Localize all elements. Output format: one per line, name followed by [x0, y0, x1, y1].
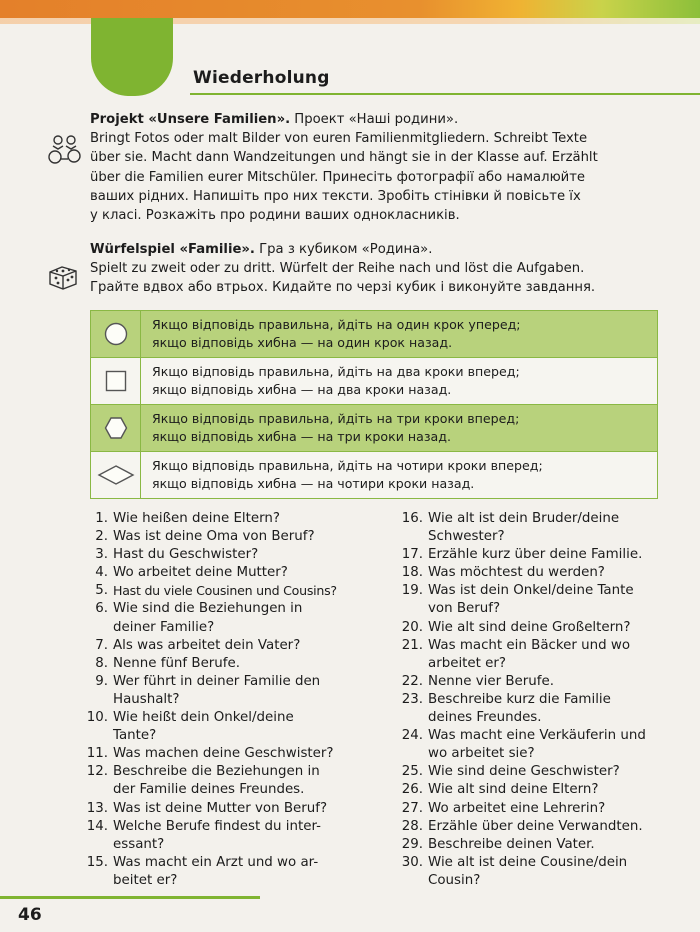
question-number: 4. [95, 565, 108, 581]
projekt-block [90, 110, 668, 225]
rule-line: Якщо відповідь правильна, йдіть на один крок уперед; [152, 317, 521, 332]
question-item [80, 818, 370, 854]
question-item [80, 582, 370, 600]
question-text: Wie alt sind deine Großeltern? [428, 619, 631, 635]
question-number: 27. [401, 800, 423, 816]
question-item [395, 564, 695, 582]
question-text: Was ist deine Mutter von Beruf? [113, 800, 328, 816]
question-text: Was ist dein Onkel/deine Tante [428, 583, 634, 599]
question-text: Cousin? [428, 872, 481, 888]
section-title: Wiederholung [193, 68, 330, 88]
question-text: Wie heißt dein Onkel/deine [113, 710, 294, 726]
rule-text [152, 457, 543, 493]
question-item [80, 709, 370, 745]
question-text: Was möchtest du werden? [428, 565, 605, 581]
question-number: 9. [95, 673, 108, 689]
question-item [395, 691, 695, 727]
question-number: 3. [95, 547, 108, 563]
question-number: 14. [86, 818, 108, 834]
rule-row-hexagon [91, 404, 657, 451]
question-number: 11. [86, 746, 108, 762]
square-icon [104, 369, 128, 393]
question-text: Beschreibe kurz die Familie [428, 691, 611, 707]
question-number: 8. [95, 655, 108, 671]
question-item [80, 546, 370, 564]
question-text: Nenne vier Berufe. [428, 673, 554, 689]
question-number: 18. [401, 565, 423, 581]
question-text: Erzähle über deine Verwandten. [428, 818, 643, 834]
question-text: Wie heißen deine Eltern? [113, 511, 280, 526]
projekt-heading [90, 110, 668, 129]
question-text: Nenne fünf Berufe. [113, 655, 241, 671]
question-item [395, 582, 695, 618]
page-number: 46 [18, 905, 42, 925]
spiel-block [90, 240, 668, 298]
group-work-icon [46, 132, 84, 172]
question-number: 16. [401, 511, 423, 526]
projekt-line: ваших рідних. Напишіть про них тексти. Зробіть стінівки й повісьте їх [90, 188, 581, 204]
question-number: 17. [401, 547, 423, 563]
dice-rules-table [90, 310, 658, 499]
question-text: Wer führt in deiner Familie den [113, 673, 321, 689]
circle-icon [103, 321, 129, 347]
question-item [395, 781, 695, 799]
hexagon-icon [103, 415, 129, 441]
question-item [395, 854, 695, 890]
question-item [80, 510, 370, 528]
question-text: Haushalt? [113, 691, 180, 707]
question-text: Hast du Geschwister? [113, 547, 259, 563]
question-text: Wo arbeitet deine Mutter? [113, 565, 288, 581]
question-item [395, 800, 695, 818]
question-text: Was macht ein Bäcker und wo [428, 637, 631, 653]
question-number: 25. [401, 764, 423, 780]
question-number: 19. [401, 583, 423, 599]
question-text: Wie sind deine Geschwister? [428, 764, 620, 780]
question-number: 30. [401, 854, 423, 870]
rule-row-circle [91, 311, 657, 357]
question-item [80, 745, 370, 763]
rule-line: Якщо відповідь правильна, йдіть на два кроки вперед; [152, 364, 520, 379]
question-text: Erzähle kurz über deine Familie. [428, 547, 643, 563]
question-item [395, 637, 695, 673]
projekt-heading-de: Projekt «Unsere Familien». [90, 112, 291, 127]
question-text: Als was arbeitet dein Vater? [113, 637, 301, 653]
question-item [80, 655, 370, 673]
question-text: von Beruf? [428, 601, 501, 617]
question-number: 23. [401, 691, 423, 707]
rule-shape-cell [91, 311, 141, 357]
question-text: Beschreibe die Beziehungen in [113, 764, 320, 780]
question-text: beitet er? [113, 872, 178, 888]
dice-icon [46, 262, 82, 296]
question-text: Schwester? [428, 529, 505, 545]
rule-line: якщо відповідь хибна — на чотири кроки назад. [152, 476, 475, 491]
question-item [395, 836, 695, 854]
question-item [80, 854, 370, 890]
question-item [395, 546, 695, 564]
question-item [80, 800, 370, 818]
question-number: 5. [95, 583, 108, 599]
question-text: essant? [113, 836, 165, 852]
question-item [80, 528, 370, 546]
question-text: deines Freundes. [428, 710, 542, 726]
question-number: 2. [95, 529, 108, 545]
question-text: Wie sind die Beziehungen in [113, 601, 303, 617]
question-text: Tante? [113, 728, 157, 744]
question-text: deiner Familie? [113, 619, 215, 635]
rule-shape-cell [91, 358, 141, 404]
title-underline [190, 93, 700, 95]
question-number: 29. [401, 836, 423, 852]
rule-text [152, 316, 521, 352]
question-text: Hast du viele Cousinen und Cousins? [113, 583, 337, 599]
question-number: 15. [86, 854, 108, 870]
question-text: Was ist deine Oma von Beruf? [113, 529, 315, 545]
question-text: Wie alt ist dein Bruder/deine [428, 511, 620, 526]
question-text: Was macht eine Verkäuferin und [428, 728, 646, 744]
question-text: Wo arbeitet eine Lehrerin? [428, 800, 606, 816]
question-number: 21. [401, 637, 423, 653]
projekt-line: über sie. Macht dann Wandzeitungen und hängt sie in der Klasse auf. Erzählt [90, 150, 598, 166]
question-item [395, 510, 695, 546]
question-number: 24. [401, 728, 423, 744]
spiel-line: Spielt zu zweit oder zu dritt. Würfelt der Reihe nach und löst die Aufgaben. [90, 261, 585, 277]
rule-line: Якщо відповідь правильна, йдіть на чотири кроки вперед; [152, 458, 543, 473]
questions-right-column [395, 510, 695, 890]
rule-row-square [91, 357, 657, 404]
rule-line: якщо відповідь хибна — на один крок назад. [152, 335, 453, 350]
rule-text [152, 410, 519, 446]
question-number: 28. [401, 818, 423, 834]
question-item [395, 763, 695, 781]
rule-text [152, 363, 520, 399]
question-item [80, 763, 370, 799]
question-text: Beschreibe deinen Vater. [428, 836, 595, 852]
question-text: wo arbeitet sie? [428, 746, 535, 762]
rule-line: Якщо відповідь правильна, йдіть на три кроки вперед; [152, 411, 520, 426]
question-number: 12. [86, 764, 108, 780]
question-number: 26. [401, 782, 423, 798]
rule-line: якщо відповідь хибна — на два кроки назад. [152, 382, 452, 397]
question-item [80, 600, 370, 636]
spiel-heading [90, 240, 668, 259]
question-number: 22. [401, 673, 423, 689]
projekt-line: у класі. Розкажіть про родини ваших однокласників. [90, 208, 460, 224]
projekt-line: über die Familien eurer Mitschüler. Принесіть фотографії або намалюйте [90, 169, 586, 185]
projekt-heading-uk: Проект «Наші родини». [290, 112, 459, 127]
question-number: 6. [95, 601, 108, 617]
question-number: 7. [95, 637, 108, 653]
question-text: Welche Berufe findest du inter- [113, 818, 321, 834]
question-text: Wie alt sind deine Eltern? [428, 782, 599, 798]
question-text: Was macht ein Arzt und wo ar- [113, 854, 319, 870]
rule-line: якщо відповідь хибна — на три кроки назад. [152, 429, 451, 444]
question-item [80, 637, 370, 655]
rule-shape-cell [91, 405, 141, 451]
projekt-line: Bringt Fotos oder malt Bilder von euren Familienmitgliedern. Schreibt Texte [90, 131, 588, 147]
question-item [395, 673, 695, 691]
question-number: 1. [95, 511, 108, 526]
spiel-heading-uk: Гра з кубиком «Родина». [254, 242, 433, 257]
section-tab [91, 18, 173, 96]
question-item [80, 673, 370, 709]
rule-row-rhombus [91, 451, 657, 498]
question-text: arbeitet er? [428, 655, 507, 671]
question-number: 20. [401, 619, 423, 635]
question-text: der Familie deines Freundes. [113, 782, 305, 798]
spiel-line: Грайте вдвох або втрьох. Кидайте по черзі кубик і виконуйте завдання. [90, 280, 596, 296]
questions-left-column [80, 510, 370, 890]
question-item [395, 818, 695, 836]
rhombus-icon [96, 463, 136, 487]
rule-shape-cell [91, 452, 141, 498]
spiel-heading-de: Würfelspiel «Familie». [90, 242, 255, 257]
question-text: Wie alt ist deine Cousine/dein [428, 854, 628, 870]
question-text: Was machen deine Geschwister? [113, 746, 334, 762]
question-number: 10. [86, 710, 108, 726]
footer-rule [0, 896, 260, 899]
question-number: 13. [86, 800, 108, 816]
question-item [80, 564, 370, 582]
question-item [395, 727, 695, 763]
question-item [395, 619, 695, 637]
top-color-stripe [0, 0, 700, 18]
